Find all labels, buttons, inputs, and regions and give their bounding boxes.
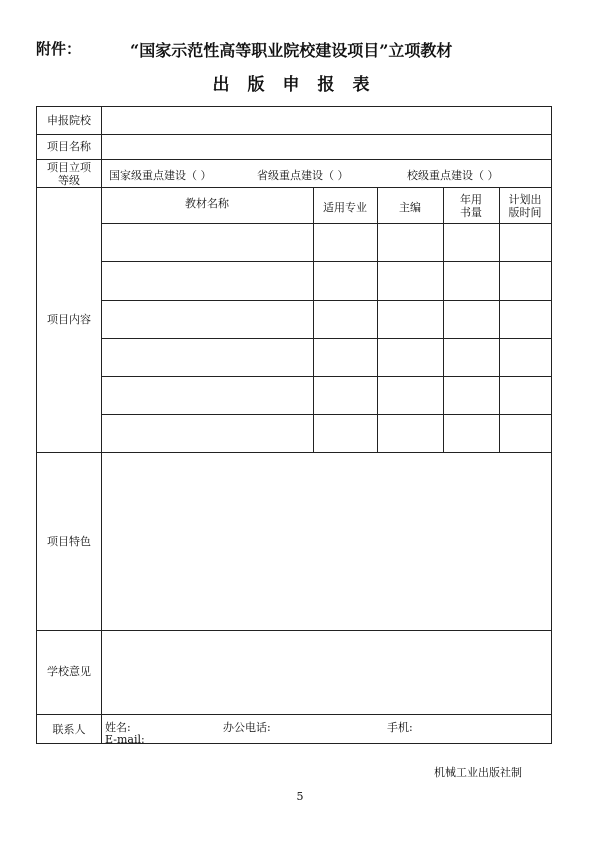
column-header-volume: 年用 书量 <box>460 193 482 219</box>
contact-mobile-field[interactable]: 手机: <box>387 721 413 734</box>
attachment-label: 附件： <box>36 40 82 58</box>
level-national-option[interactable]: 国家级重点建设（ ） <box>109 169 212 182</box>
row-divider <box>37 630 551 631</box>
page-number: 5 <box>296 790 304 803</box>
level-provincial-option[interactable]: 省级重点建设（ ） <box>257 169 349 182</box>
column-header-editor: 主编 <box>399 201 421 214</box>
contact-email-field[interactable]: E-mail: <box>105 733 145 746</box>
column-divider <box>443 187 444 452</box>
column-header-major: 适用专业 <box>323 201 367 214</box>
school-opinion-label: 学校意见 <box>47 665 91 678</box>
row-divider <box>101 338 551 339</box>
level-school-option[interactable]: 校级重点建设（ ） <box>407 169 499 182</box>
row-divider <box>37 452 551 453</box>
row-divider <box>37 134 551 135</box>
row-divider <box>101 223 551 224</box>
row-divider <box>101 414 551 415</box>
column-divider <box>499 187 500 452</box>
form-title: 出版申报表 <box>212 75 388 95</box>
row-divider <box>37 714 551 715</box>
row-divider <box>37 159 551 160</box>
school-label: 申报院校 <box>47 114 91 127</box>
row-divider <box>101 300 551 301</box>
row-divider <box>37 187 551 188</box>
project-features-label: 项目特色 <box>47 535 91 548</box>
row-divider <box>101 261 551 262</box>
publisher-footer: 机械工业出版社制 <box>434 766 522 779</box>
contact-name-field[interactable]: 姓名: <box>105 721 131 734</box>
contact-label: 联系人 <box>52 723 86 736</box>
row-divider <box>101 376 551 377</box>
column-header-plan-date: 计划出 版时间 <box>508 193 542 219</box>
contact-office-phone-field[interactable]: 办公电话: <box>223 721 271 734</box>
column-divider <box>313 187 314 452</box>
column-header-name: 教材名称 <box>185 197 229 210</box>
project-name-label: 项目名称 <box>47 140 91 153</box>
document-title: “国家示范性高等职业院校建设项目”立项教材 <box>130 41 453 60</box>
project-level-label: 项目立项 等级 <box>47 161 91 187</box>
project-content-label: 项目内容 <box>47 313 91 326</box>
column-divider <box>377 187 378 452</box>
application-form <box>36 106 552 744</box>
